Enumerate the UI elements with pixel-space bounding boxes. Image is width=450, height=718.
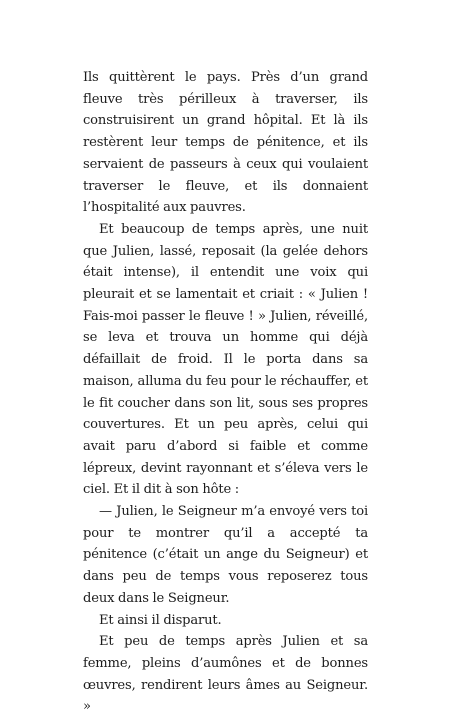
body-text bbox=[83, 67, 368, 718]
paragraph-4: Et ainsi il disparut. bbox=[99, 612, 222, 628]
paragraph-1: Ils quittèrent le pays. Près d’un grand fleuve très périlleux à traverser, ils construisirent un grand hôpital. Et là ils restèrent leur temps de pénitence, et ils servaient de passeurs à ceux qui voulaient traverser le fleuve, et ils donnaient l’hospitalité aux pauvres. bbox=[83, 70, 368, 216]
paragraph-3: — Julien, le Seigneur m’a envoyé vers toi pour te montrer qu’il a accepté ta pénitence (c’était un ange du Seigneur) et dans peu de temps vous reposerez tous deux dans le Seigneur. bbox=[83, 504, 368, 606]
paragraph-2: Et beaucoup de temps après, une nuit que Julien, lassé, reposait (la gelée dehors était intense), il entendit une voix qui pleurait et se lamentait et criait : « Julien ! Fais-moi passer le fleuve ! » Julien, réveillé, se leva et trouva un homme qui déjà défaillait de froid. Il le porta dans sa maison, alluma du feu pour le réchauffer, et le fit coucher dans son lit, sous ses propres couvertures. Et un peu après, celui qui avait paru d’abord si faible et comme lépreux, devint rayonnant et s’éleva vers le ciel. Et il dit à son hôte : bbox=[83, 221, 368, 498]
paragraph-5: Et peu de temps après Julien et sa femme, pleins d’aumônes et de bonnes œuvres, rendirent leurs âmes au Seigneur. » bbox=[83, 634, 368, 715]
